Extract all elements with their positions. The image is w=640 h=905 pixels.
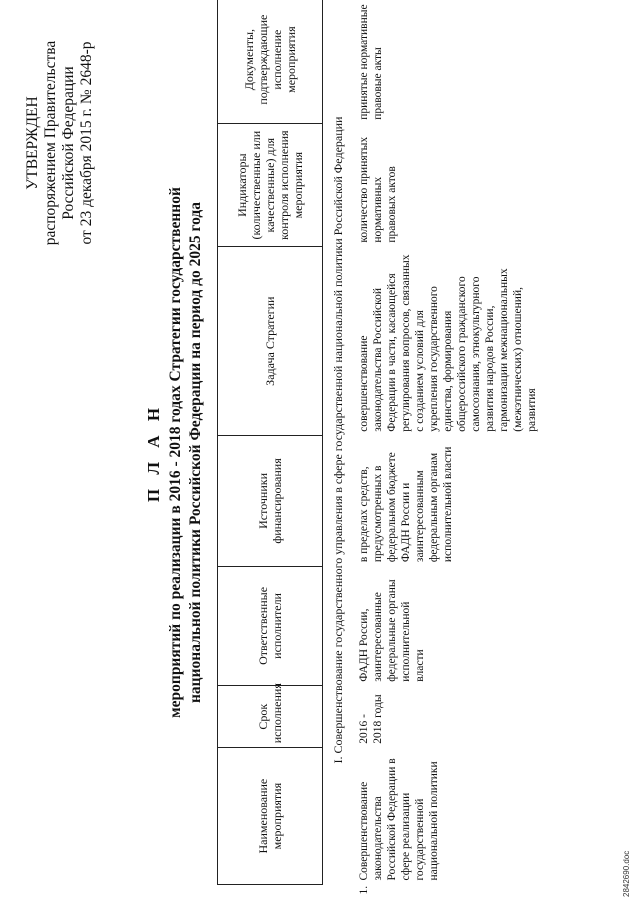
column-header-deadline: Срок исполнения bbox=[218, 686, 323, 748]
cell-name-text: Совершенствование законодательства Российской Федерации в сфере реализации государственной национальной политики bbox=[358, 758, 440, 881]
cell-executors: ФАДН России, заинтересованные федеральные органы исполнительной власти bbox=[358, 579, 426, 682]
column-header-task: Задача Стратегии bbox=[218, 247, 323, 436]
row-number: 1. bbox=[358, 885, 370, 895]
cell-name bbox=[351, 748, 539, 895]
column-header-documents: Документы, подтверждающие исполнение мероприятия bbox=[218, 0, 323, 124]
approval-stamp bbox=[24, 13, 96, 273]
plan-heading: П Л А Н bbox=[144, 402, 163, 503]
section-title: I. Совершенствование государственного управления в сфере государственной национальной политики Российской Федерации bbox=[331, 116, 345, 764]
cell-task: совершенствование законодательства Российской Федерации в части, касающейся регулирования вопросов, связанных с созданием условий для укрепления государственного единства, формирования общероссийского гражданского самосознания, этнокультурного развития народов России, гармонизации межнациональных (межэтнических) отношений, развития bbox=[358, 254, 538, 432]
approval-title: УТВЕРЖДЕН bbox=[24, 96, 41, 190]
plan-subtitle-line-1: мероприятий по реализации в 2016 - 2018 годах Стратегии государственной bbox=[167, 187, 184, 718]
column-header-name: Наименование мероприятия bbox=[218, 748, 323, 885]
column-header-indicators: Индикаторы (количественные или качественные) для контроля исполнения мероприятия bbox=[218, 124, 323, 247]
cell-funding: в пределах средств, предусмотренных в федеральном бюджете ФАДН России и заинтересованным федеральным органам исполнительной власти bbox=[358, 446, 454, 563]
approval-line-2: Российской Федерации bbox=[60, 66, 77, 220]
approval-line-1: распоряжением Правительства bbox=[42, 40, 59, 246]
plan-subtitle-line-2: национальной политики Российской Федерации на период до 2025 года bbox=[187, 201, 204, 704]
cell-documents: принятые нормативные правовые акты bbox=[358, 4, 384, 120]
section-row bbox=[323, 0, 352, 885]
column-header-executors: Ответственные исполнители bbox=[218, 566, 323, 686]
approval-line-3: от 23 декабря 2015 г. № 2648-р bbox=[78, 41, 95, 245]
table-row bbox=[351, 0, 539, 885]
plan-subtitle bbox=[166, 0, 206, 905]
document-id: 2842690.doc bbox=[622, 850, 631, 897]
cell-indicators: количество принятых нормативных правовых актов bbox=[358, 136, 398, 243]
table-header-row bbox=[218, 0, 323, 885]
column-header-funding: Источники финансирования bbox=[218, 436, 323, 566]
plan-table bbox=[217, 0, 539, 895]
cell-deadline: 2016 - 2018 годы bbox=[358, 694, 384, 744]
